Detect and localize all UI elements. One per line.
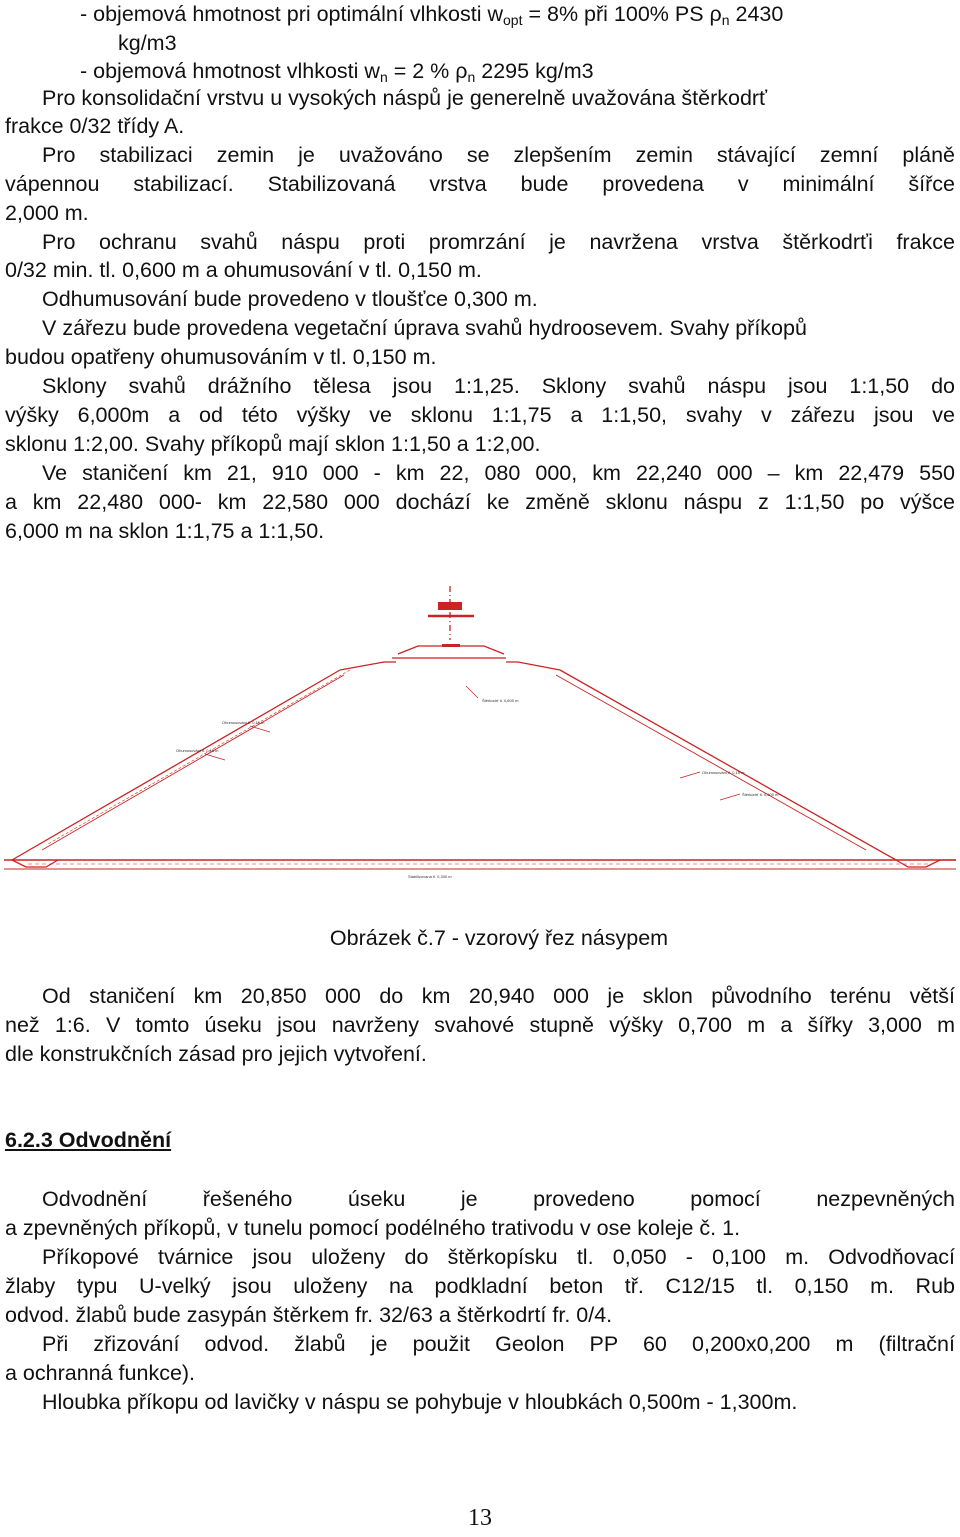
paragraph-line: Odvodnění řešeného úseku je provedeno pomocí nezpevněných: [42, 1187, 955, 1211]
drawing-lines: [4, 586, 956, 869]
drawing-title-box: [438, 602, 462, 610]
drawing-label: Ohumusování tl. 0,15 m: [176, 748, 219, 753]
paragraph-line: a km 22,480 000- km 22,580 000 dochází ke změně sklonu náspu z 1:1,50 po výšce: [5, 490, 955, 514]
paragraph-line: dle konstrukčních zásad pro jejich vytvoření.: [5, 1042, 427, 1066]
paragraph-line: 2,000 m.: [5, 201, 89, 225]
paragraph-line: výšky 6,000m a od této výšky ve sklonu 1:1,75 a 1:1,50, svahy v zářezu jsou ve: [5, 403, 955, 427]
embankment-cross-section-drawing: [0, 578, 960, 883]
drawing-label: Štěrkodrť tl. 0,600 m: [482, 698, 519, 703]
paragraph-line: Od staničení km 20,850 000 do km 20,940 000 je sklon původního terénu větší: [42, 984, 955, 1008]
paragraph-line: a ochranná funkce).: [5, 1361, 196, 1385]
paragraph-line: žlaby typu U-velký jsou uloženy na podkladní beton tř. C12/15 tl. 0,150 m. Rub: [5, 1274, 955, 1298]
density-line-1: - objemová hmotnost pri optimální vlhkosti $w_{opt} = 8\%$ při 100% PS $\rho_n$ 2430: [80, 2, 784, 28]
paragraph-line: Pro stabilizaci zemin je uvažováno se zlepšením zemin stávající zemní pláně: [42, 143, 955, 167]
paragraph-line: Příkopové tvárnice jsou uloženy do štěrkopísku tl. 0,050 - 0,100 m. Odvodňovací: [42, 1245, 955, 1269]
paragraph-line: V zářezu bude provedena vegetační úprava svahů hydroosevem. Svahy příkopů: [42, 316, 807, 340]
drawing-labels: [176, 698, 779, 879]
paragraph-line: Odhumusování bude provedeno v tloušťce 0,300 m.: [42, 287, 538, 311]
page-number: 13: [468, 1505, 492, 1531]
density-line-3: - objemová hmotnost vlhkosti $w_n = 2$ % $\rho_n$ 2295 kg/m3: [80, 59, 594, 85]
paragraph-line: Při zřizování odvod. žlabů je použit Geolon PP 60 0,200x0,200 m (filtrační: [42, 1332, 955, 1356]
drawing-markers: [438, 602, 462, 647]
paragraph-line: než 1:6. V tomto úseku jsou navrženy svahové stupně výšky 0,700 m a šířky 3,000 m: [5, 1013, 955, 1037]
paragraph-line: Hloubka příkopu od lavičky v náspu se pohybuje v hloubkách 0,500m - 1,300m.: [42, 1390, 798, 1414]
paragraph-line: budou opatřeny ohumusováním v tl. 0,150 m.: [5, 345, 437, 369]
paragraph-line: frakce 0/32 třídy A.: [5, 114, 185, 138]
rail-marker: [442, 644, 460, 647]
drawing-label: Štěrkodrť tl. 0,600 m: [742, 792, 779, 797]
paragraph-line: Pro ochranu svahů náspu proti promrzání je navržena vrstva štěrkodrťi frakce: [42, 230, 955, 254]
paragraph-line: a zpevněných příkopů, v tunelu pomocí podélného trativodu v ose koleje č. 1.: [5, 1216, 741, 1240]
paragraph-line: Ve staničení km 21, 910 000 - km 22, 080 000, km 22,240 000 – km 22,479 550: [42, 461, 955, 485]
paragraph-line: 6,000 m na sklon 1:1,75 a 1:1,50.: [5, 519, 325, 543]
drawing-label: Ohumusování tl. 0,15 m: [222, 720, 265, 725]
drawing-label: Ohumusování tl. 0,15 m: [702, 770, 745, 775]
section-heading: 6.2.3 Odvodnění: [5, 1128, 172, 1152]
paragraph-line: Pro konsolidační vrstvu u vysokých náspů je generelně uvažována štěrkodrť: [42, 86, 768, 110]
paragraph-line: Sklony svahů drážního tělesa jsou 1:1,25. Sklony svahů náspu jsou 1:1,50 do: [42, 374, 955, 398]
figure-caption: Obrázek č.7 - vzorový řez násypem: [329, 926, 669, 950]
paragraph-line: odvod. žlabů bude zasypán štěrkem fr. 32/63 a štěrkodrtí fr. 0/4.: [5, 1303, 613, 1327]
paragraph-line: 0/32 min. tl. 0,600 m a ohumusování v tl. 0,150 m.: [5, 258, 482, 282]
paragraph-line: sklonu 1:2,00. Svahy příkopů mají sklon 1:1,50 a 1:2,00.: [5, 432, 541, 456]
paragraph-line: vápennou stabilizací. Stabilizovaná vrstva bude provedena v minimální šířce: [5, 172, 955, 196]
drawing-label: Stabilizovaná tl. 0,300 m: [408, 874, 452, 879]
density-line-2: kg/m3: [118, 31, 177, 55]
